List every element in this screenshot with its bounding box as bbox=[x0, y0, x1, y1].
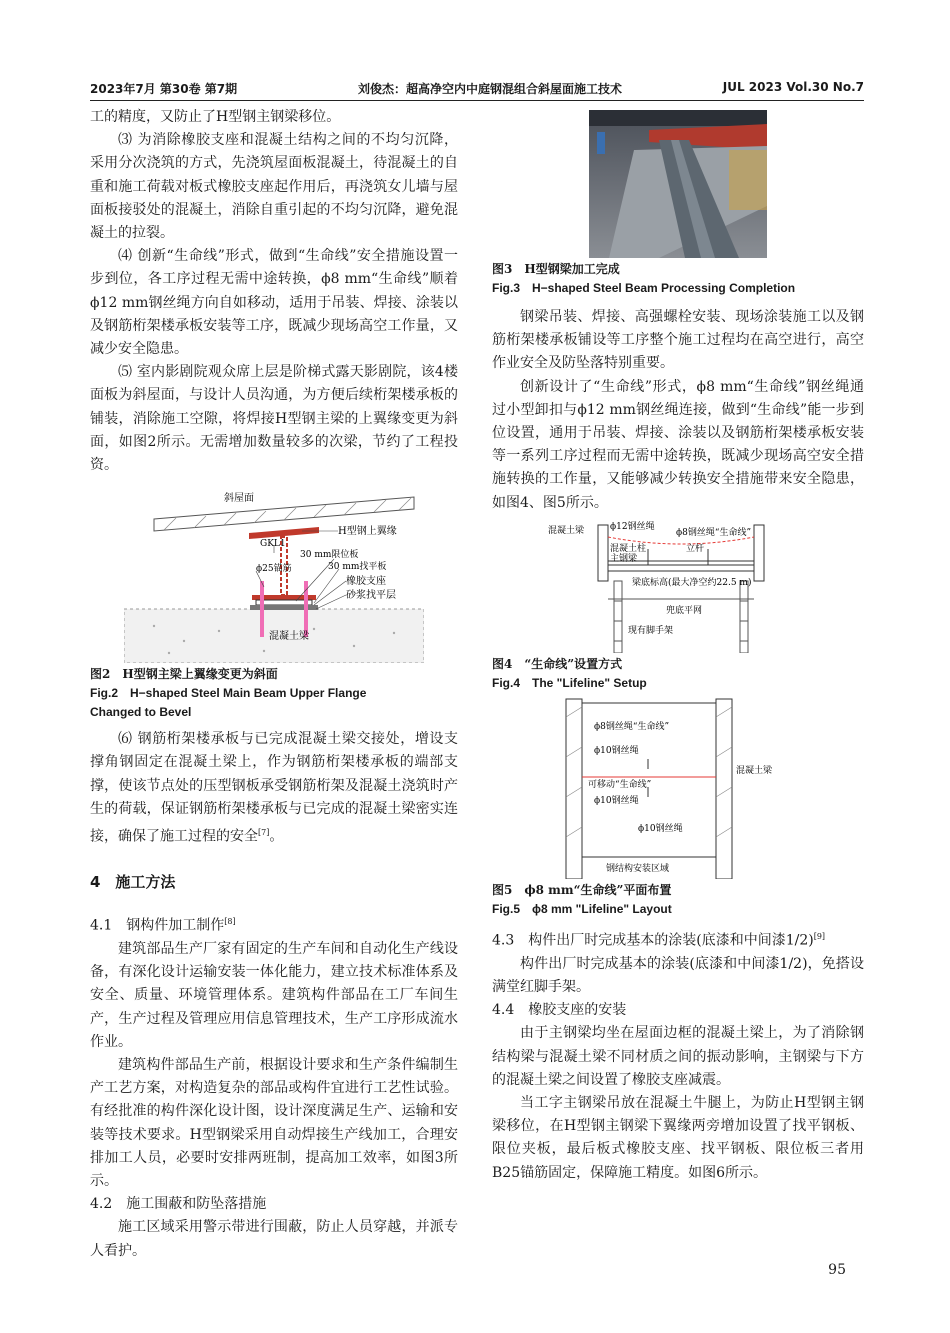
label-limit-plate: 30 mm限位板 bbox=[300, 550, 359, 561]
rope-12-shape bbox=[608, 537, 754, 544]
label-anchor-bar: ϕ25锚筋 bbox=[256, 564, 292, 575]
label-leveling-plate: 30 mm找平板 bbox=[328, 562, 387, 573]
figure-2-caption-en: Fig.2 H−shaped Steel Main Beam Upper Flange bbox=[90, 686, 367, 701]
citation: [8] bbox=[224, 917, 236, 927]
scaffold-right-shape bbox=[740, 581, 748, 653]
figure-2-diagram bbox=[124, 491, 424, 663]
figure-3-caption-cn: 图3 H型钢梁加工完成 bbox=[492, 262, 620, 276]
figure-4-caption-cn: 图4 “生命线”设置方式 bbox=[492, 656, 623, 671]
concrete-beam-right bbox=[716, 699, 732, 879]
label-post: 立杆 bbox=[686, 543, 705, 554]
header-title: 刘俊杰：超高净空内中庭钢混组合斜屋面施工技术 bbox=[358, 82, 623, 96]
paragraph: 钢梁吊装、焊接、高强螺栓安装、现场涂装施工以及钢筋桁架楼承板铺设等工序整个施工过程均在高空进行，高空作业安全及防坠落特别重要。 bbox=[492, 309, 864, 372]
figure-5-caption-en: Fig.5 ϕ8 mm "Lifeline" Layout bbox=[492, 901, 672, 916]
paragraph: 建筑部品生产厂家有固定的生产车间和自动化生产线设备，有深化设计运输安装一体化能力，建立技术标准体系及安全、质量、环境管理体系。建筑构件部品在工厂车间生产，生产过程及管理应用信息管理技术，生产工序形成流水作业。 bbox=[90, 940, 458, 1050]
figure-3-photo bbox=[589, 110, 767, 258]
paragraph: 施工区域采用警示带进行围蔽，防止人员穿越，并派专人看护。 bbox=[90, 1219, 458, 1259]
subsection-heading: 4.4 橡胶支座的安装 bbox=[492, 1002, 627, 1019]
page-number: 95 bbox=[828, 1262, 846, 1278]
label-rope-12: ϕ12钢丝绳 bbox=[610, 521, 655, 532]
label-movable-lifeline: 可移动“生命线” bbox=[588, 779, 652, 790]
concrete-column-left bbox=[598, 525, 608, 581]
anchor-bar-right bbox=[304, 581, 308, 637]
paragraph: 由于主钢梁均坐在屋面边框的混凝土梁上，为了消除钢结构梁与混凝土梁不同材质之间的振动影响，主钢梁与下方的混凝土梁之间设置了橡胶支座减震。 bbox=[492, 1025, 864, 1088]
label-roof: 斜屋面 bbox=[224, 493, 254, 505]
paragraph-text: ⑹ 钢筋桁架楼承板与已完成混凝土梁交接处，增设支撑角钢固定在混凝土梁上，作为钢筋桁架楼承板的端部支撑，使该节点处的压型钢板承受钢筋桁架及混凝土浇筑时产生的荷载，保证钢筋桁架楼承板与已完成的混凝土梁密实连接，确保了施工过程的安全 bbox=[90, 731, 458, 845]
figure-2-caption-en-2: Changed to Bevel bbox=[90, 705, 192, 720]
label-rope-10-b: ϕ10钢丝绳 bbox=[594, 795, 639, 806]
worker-figure bbox=[597, 132, 605, 154]
concrete-beam-left bbox=[566, 699, 582, 879]
subsection-heading: 4.2 施工围蔽和防坠落措施 bbox=[90, 1196, 267, 1213]
paragraph: ⑶ 为消除橡胶支座和混凝土结构之间的不均匀沉降，采用分次浇筑的方式，先浇筑屋面板混凝土，待混凝土的自重和施工荷载对板式橡胶支座起作用后，再浇筑女儿墙与屋面板接驳处的混凝土，消除自重引起的不均匀沉降，避免混凝土的拉裂。 bbox=[90, 132, 458, 242]
lights-glow bbox=[729, 150, 767, 210]
figure-5-caption-cn: 图5 ϕ8 mm“生命线”平面布置 bbox=[492, 882, 672, 897]
label-rope-8: ϕ8钢丝绳“生命线” bbox=[594, 721, 670, 732]
left-column bbox=[90, 106, 458, 1263]
paragraph: 创新设计了“生命线”形式，ϕ8 mm“生命线”钢丝绳通过小型卸扣与ϕ12 mm钢丝绳连接，做到“生命线”能一步到位设置，通用于吊装、焊接、涂装以及钢筋桁架楼承板安装等一系列工序过程而无需中途转换，既减少现场高空安全措施转换的工作量，又能够减少转换安全措施带来安全隐患，如图4、图5所示。 bbox=[492, 378, 864, 511]
label-mortar-layer: 砂浆找平层 bbox=[346, 590, 396, 602]
anchor-bar-left bbox=[260, 581, 264, 637]
subsection-text: 4.1 钢构件加工制作 bbox=[90, 917, 225, 934]
label-safety-net: 兜底平网 bbox=[666, 605, 703, 616]
label-concrete-beam: 混凝土梁 bbox=[736, 765, 773, 776]
paragraph-end: 。 bbox=[269, 828, 284, 845]
label-concrete-beam: 混凝土梁 bbox=[548, 525, 585, 536]
figure-5-diagram bbox=[558, 697, 798, 879]
label-gkl: GKL1 bbox=[260, 539, 286, 550]
paragraph bbox=[90, 728, 458, 849]
subsection-heading bbox=[90, 910, 458, 938]
figure-3-caption-en: Fig.3 H−shaped Steel Beam Processing Completion bbox=[492, 281, 796, 295]
factory-roof bbox=[589, 110, 767, 126]
paragraph: 当工字主钢梁吊放在混凝土牛腿上，为防止H型钢主钢梁移位，在H型钢主钢梁下翼缘两旁增加设置了找平钢板、限位夹板，最后板式橡胶支座、找平钢板、限位板三者用B25锚筋固定，保障施工精度。如图6所示。 bbox=[492, 1094, 864, 1181]
subsection-text: 4.3 构件出厂时完成基本的涂装(底漆和中间漆1/2) bbox=[492, 932, 814, 949]
right-column bbox=[492, 110, 864, 1185]
citation: [7] bbox=[258, 828, 270, 838]
paragraph: ⑷ 创新“生命线”形式，做到“生命线”安全措施设置一步到位，各工序过程无需中途转换，ϕ8 mm“生命线”顺着ϕ12 mm钢丝绳方向自如移动，适用于吊装、焊接、涂装以及钢筋桁架楼承板安装等工序，既减少现场高空工作量，又减少安全隐患。 bbox=[90, 248, 458, 358]
paragraph: ⑸ 室内影剧院观众席上层是阶梯式露天影剧院，该4楼面板为斜屋面，与设计人员沟通，为方便后续桁架楼承板的铺装，消除施工空隙，将焊接H型钢主梁的上翼缘变更为斜面，如图2所示。无需增加数量较多的次梁，节约了工程投资。 bbox=[90, 364, 458, 474]
label-concrete-beam: 混凝土梁 bbox=[269, 631, 309, 643]
label-elevation: 梁底标高(最大净空约22.5 m) bbox=[632, 577, 752, 588]
paragraph: 建筑构件部品生产前，根据设计要求和生产条件编制生产工艺方案，对构造复杂的部品或构件宜进行工艺性试验。有经批准的构件深化设计图，设计深度满足生产、运输和安装等技术要求。H型钢梁采用自动焊接生产线加工，合理安排加工人员，必要时安排两班制，提高加工效率，如图3所示。 bbox=[90, 1057, 458, 1190]
scaffold-left-shape bbox=[614, 581, 622, 653]
section-heading: 4 施工方法 bbox=[90, 872, 176, 891]
label-main-beam: 主钢梁 bbox=[610, 553, 638, 564]
header-issue: 2023年7月 第30卷 第7期 bbox=[90, 82, 238, 96]
label-install-area: 钢结构安装区域 bbox=[606, 863, 670, 874]
paragraph: 构件出厂时完成基本的涂装(底漆和中间漆1/2)，免搭设满堂红脚手架。 bbox=[492, 955, 864, 995]
label-rope-10-a: ϕ10钢丝绳 bbox=[594, 745, 639, 756]
label-rope-8: ϕ8钢丝绳“生命线” bbox=[676, 527, 752, 538]
label-rope-10-c: ϕ10钢丝绳 bbox=[638, 823, 683, 834]
label-concrete-column: 混凝土柱 bbox=[610, 543, 647, 554]
figure-4-diagram bbox=[548, 521, 808, 653]
label-scaffold: 现有脚手架 bbox=[628, 625, 674, 636]
subsection-heading bbox=[492, 925, 864, 953]
header-rule bbox=[90, 100, 864, 101]
main-beam-shape bbox=[608, 565, 754, 571]
citation: [9] bbox=[813, 931, 826, 941]
running-header bbox=[90, 78, 864, 100]
figure-2-caption-cn: 图2 H型钢主梁上翼缘变更为斜面 bbox=[90, 667, 278, 682]
figure-4-caption-en: Fig.4 The "Lifeline" Setup bbox=[492, 675, 647, 690]
paragraph: 工的精度，又防止了H型钢主钢梁移位。 bbox=[90, 109, 341, 125]
leveling-plate-shape bbox=[256, 600, 312, 605]
label-rubber-bearing: 橡胶支座 bbox=[346, 576, 386, 588]
concrete-column-right bbox=[754, 525, 764, 581]
header-volume: JUL 2023 Vol.30 No.7 bbox=[722, 80, 864, 94]
label-flange: H型钢上翼缘 bbox=[338, 526, 397, 538]
